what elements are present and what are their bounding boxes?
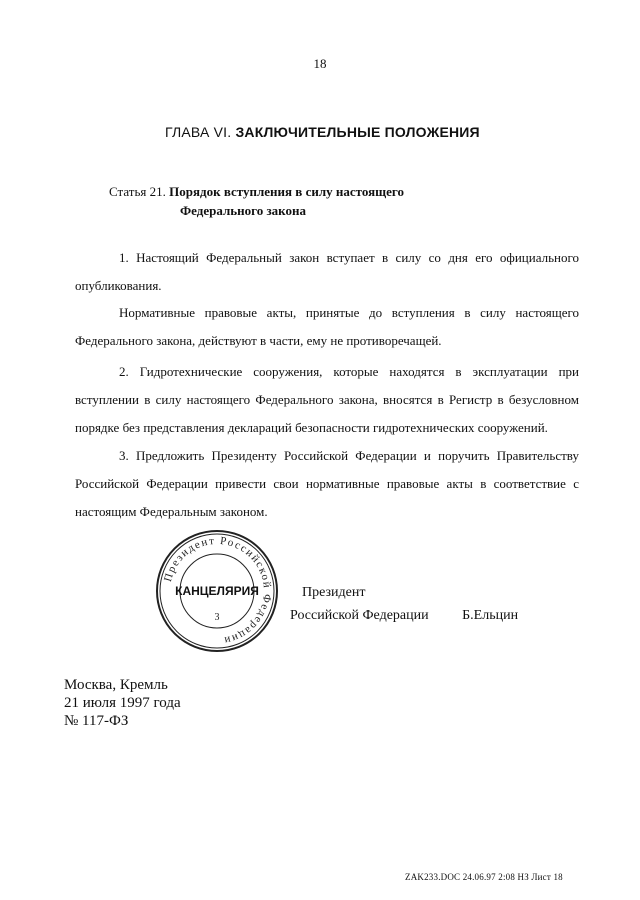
article-title-line2: Федерального закона [180, 203, 306, 218]
stamp-seal-graphic [155, 529, 279, 653]
stamp-center-text: КАНЦЕЛЯРИЯ [175, 584, 259, 598]
date: 21 июля 1997 года [64, 695, 181, 711]
law-number: № 117-ФЗ [64, 713, 129, 729]
page-number: 18 [313, 56, 327, 71]
place: Москва, Кремль [64, 677, 168, 693]
signatory-name: Б.Ельцин [462, 608, 519, 623]
stamp-number: 3 [214, 612, 220, 623]
paragraph-2: Нормативные правовые акты, принятые до вступления в силу настоящего Федерального закона, действуют в части, ему не противоречащей. [75, 305, 579, 348]
official-stamp [155, 529, 279, 658]
signature-title-line1: Президент [302, 585, 366, 600]
paragraph-3: 2. Гидротехнические сооружения, которые находятся в эксплуатации при вступлении в силу настоящего Федерального закона, вносятся в Регистр в безусловном порядке без представления деклараций безопасности гидротехнических сооружений. [75, 364, 579, 435]
chapter-title [165, 124, 480, 140]
stamp-ring-text: Президент Российской Федерации [161, 534, 274, 647]
article-heading [109, 182, 404, 220]
article-label: Статья 21. [109, 184, 166, 199]
article-title-line1: Порядок вступления в силу настоящего [169, 184, 404, 199]
signature-title-line2: Российской Федерации [290, 608, 429, 623]
paragraph-4: 3. Предложить Президенту Российской Федерации и поручить Правительству Российской Федерации привести свои нормативные правовые акты в соответствие с настоящим Федеральным законом. [75, 448, 579, 519]
footer-file-info: ZAK233.DOC 24.06.97 2:08 НЗ Лист 18 [405, 872, 563, 882]
place-date-block [64, 676, 181, 730]
paragraph-1: 1. Настоящий Федеральный закон вступает в силу со дня его официального опубликования. [75, 250, 579, 293]
signature-block [290, 581, 518, 627]
chapter-prefix: ГЛАВА VI. [165, 124, 232, 140]
chapter-heading: ЗАКЛЮЧИТЕЛЬНЫЕ ПОЛОЖЕНИЯ [235, 124, 480, 140]
